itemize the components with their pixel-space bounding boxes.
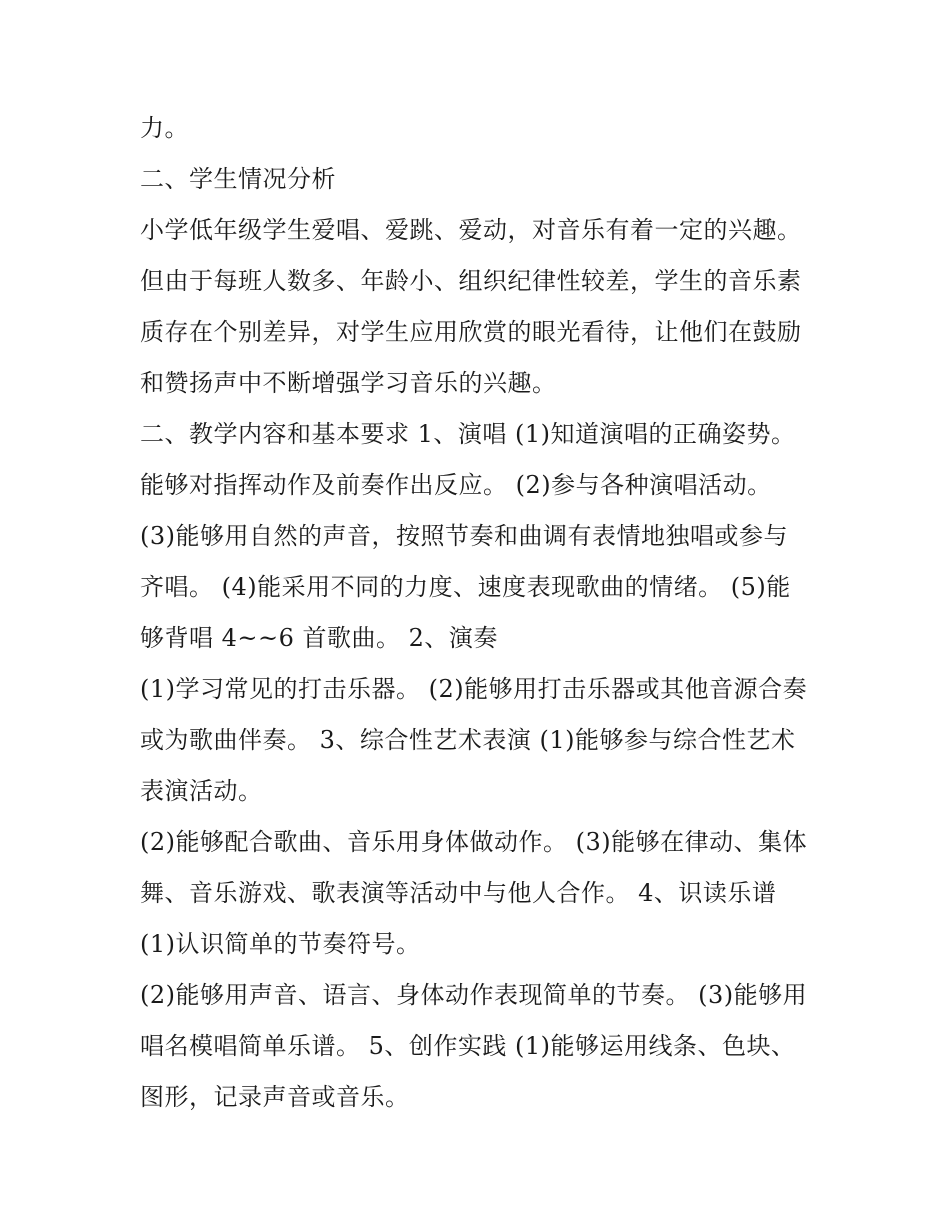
section-heading: 二、学生情况分析: [140, 165, 336, 193]
document-body: [140, 103, 830, 1123]
text-line: 质存在个别差异，对学生应用欣赏的眼光看待，让他们在鼓励: [140, 318, 802, 346]
text-line: 力。: [140, 114, 189, 142]
text-line: 唱名模唱简单乐谱。 5、创作实践 (1)能够运用线条、色块、: [140, 1032, 796, 1060]
text-line: 小学低年级学生爱唱、爱跳、爱动，对音乐有着一定的兴趣。: [140, 216, 802, 244]
text-line: (1)学习常见的打击乐器。 (2)能够用打击乐器或其他音源合奏: [140, 675, 808, 703]
text-line: 或为歌曲伴奏。 3、综合性艺术表演 (1)能够参与综合性艺术: [140, 726, 796, 754]
text-line: (1)认识简单的节奏符号。: [140, 930, 421, 958]
text-line: 能够对指挥动作及前奏作出反应。 (2)参与各种演唱活动。: [140, 471, 772, 499]
text-line: 但由于每班人数多、年龄小、组织纪律性较差，学生的音乐素: [140, 267, 802, 295]
section-heading: 二、教学内容和基本要求 1、演唱 (1)知道演唱的正确姿势。: [140, 420, 796, 448]
text-line: 舞、音乐游戏、歌表演等活动中与他人合作。 4、识读乐谱: [140, 879, 777, 907]
text-line: 齐唱。 (4)能采用不同的力度、速度表现歌曲的情绪。 (5)能: [140, 573, 791, 601]
text-line: (3)能够用自然的声音，按照节奏和曲调有表情地独唱或参与: [140, 522, 788, 550]
text-line: 够背唱 4~~6 首歌曲。 2、演奏: [140, 624, 498, 652]
text-line: 表演活动。: [140, 777, 263, 805]
text-line: (2)能够用声音、语言、身体动作表现简单的节奏。 (3)能够用: [140, 981, 808, 1009]
text-line: (2)能够配合歌曲、音乐用身体做动作。 (3)能够在律动、集体: [140, 828, 808, 856]
text-line: 和赞扬声中不断增强学习音乐的兴趣。: [140, 369, 557, 397]
text-line: 图形，记录声音或音乐。: [140, 1083, 410, 1111]
